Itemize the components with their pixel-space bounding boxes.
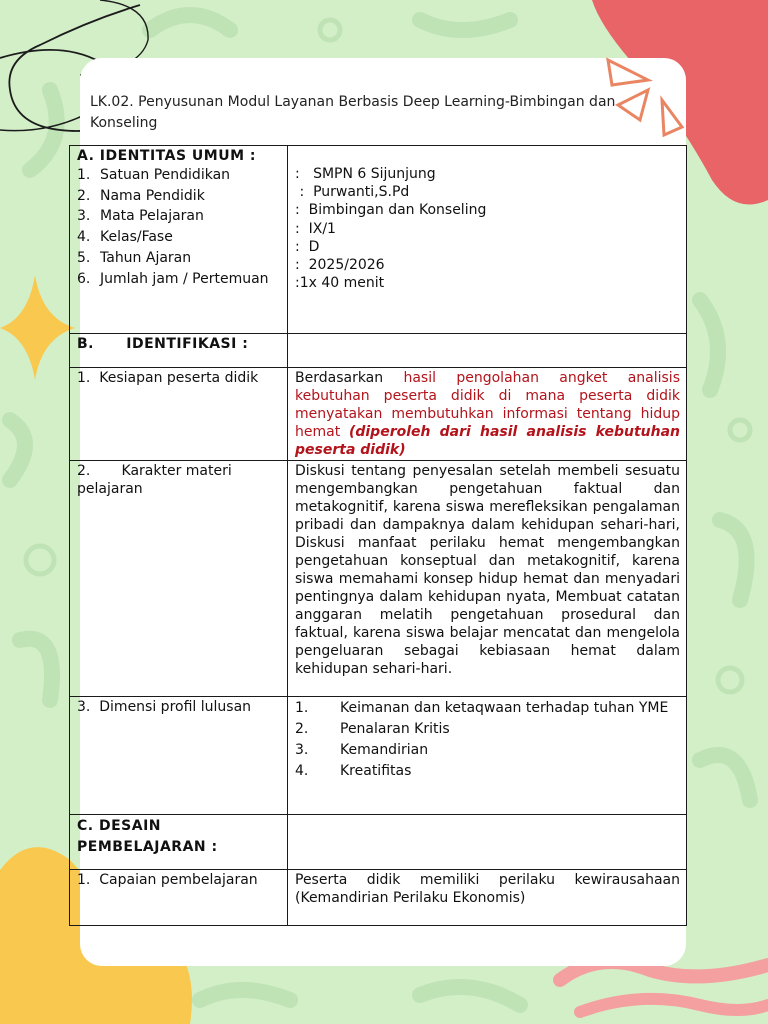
identifikasi-heading: B. IDENTIFIKASI : [70,334,288,368]
dimensi-row [70,697,687,815]
list-item: 2. Penalaran Kritis [295,721,450,737]
module-table [69,145,687,926]
dimensi-label: 3. Dimensi profil lulusan [70,697,288,815]
capaian-row [70,870,687,926]
list-item: 2. Nama Pendidik [77,187,205,204]
value-satuan: : SMPN 6 Sijunjung [295,166,436,182]
desain-header-row [70,815,687,870]
list-item: 4. Kreatifitas [295,763,412,779]
value-extra: :1x 40 menit [295,275,385,292]
karakter-text: Diskusi tentang penyesalan setelah membeli sesuatu mengembangkan pengetahuan faktual dan metakognitif, karena siswa merefleksikan pengalaman pribadi dan dampaknya dalam kehidupan sehari-hari, Diskusi manfaat perilaku hemat mengembangkan pengetahuan konseptual dan metakognitif, karena siswa memahami konsep hidup hemat dan menyadari pentingnya dalam kehidupan nyata, Membuat catatan anggaran melatih pengetahuan prosedural dan faktual, karena siswa belajar mencatat dan mengelola pengeluaran sebagai kebiasaan hemat dalam kehidupan sehari-hari. [288,461,687,697]
value-kelas: : IX/1 [295,220,336,237]
list-item: 3. Kemandirian [295,742,429,758]
identitas-row [70,146,687,334]
kesiapan-label: 1. Kesiapan peserta didik [70,368,288,461]
list-item: 6. Jumlah jam / Pertemuan [77,270,269,287]
list-item: 5. Tahun Ajaran [77,249,192,266]
capaian-text: Peserta didik memiliki perilaku kewirausahaan (Kemandirian Perilaku Ekonomis) [288,870,687,926]
dimensi-list [288,697,687,815]
identifikasi-header-row [70,334,687,368]
value-nama: : Purwanti,S.Pd [295,184,410,201]
list-item: 3. Mata Pelajaran [77,208,204,225]
document-title: LK.02. Penyusunan Modul Layanan Berbasis Deep Learning-Bimbingan dan Konseling [90,94,616,131]
empty-cell [288,334,687,368]
identitas-labels [70,146,288,334]
empty-cell [288,815,687,870]
capaian-label: 1. Capaian pembelajaran [70,870,288,926]
value-mapel: : Bimbingan dan Konseling [295,202,487,219]
value-jumlah: : 2025/2026 [295,257,385,274]
list-item: 4. Kelas/Fase [77,229,173,246]
kesiapan-row [70,368,687,461]
value-tahun: : D [295,238,320,255]
identitas-list [77,165,281,289]
identitas-heading: A. IDENTITAS UMUM : [77,148,256,164]
desain-heading: C. DESAIN PEMBELAJARAN : [70,815,288,870]
list-item: 1. Keimanan dan ketaqwaan terhadap tuhan YME [295,700,669,716]
karakter-label: 2. Karakter materi pelajaran [70,461,288,697]
list-item: 1. Satuan Pendidikan [77,167,231,183]
identitas-values [288,146,687,334]
kesiapan-text: Berdasarkan hasil pengolahan angket analisis kebutuhan peserta didik di mana peserta didik menyatakan membutuhkan informasi tentang hidup hemat (diperoleh dari hasil analisis kebutuhan peserta didik) [288,368,687,461]
karakter-row [70,461,687,697]
